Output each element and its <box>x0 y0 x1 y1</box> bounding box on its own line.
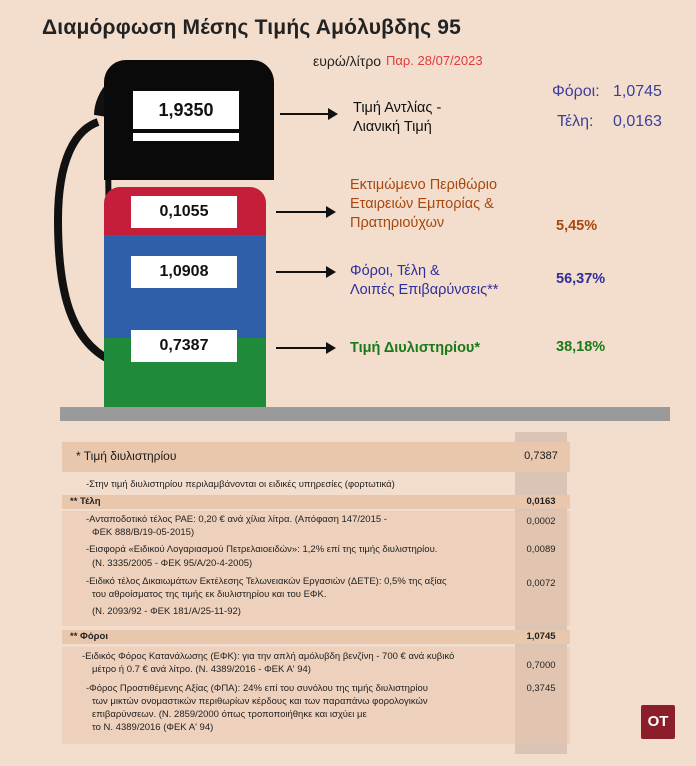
fee3-line1: -Ειδικό τέλος Δικαιωμάτων Εκτέλεσης Τελωνειακών Εργασιών (ΔΕΤΕ): 0,5% της αξίας <box>86 576 447 587</box>
date-label: Παρ. 28/07/2023 <box>386 53 483 68</box>
tax1-value: 0,7000 <box>526 660 556 671</box>
refinery-pct: 38,18% <box>556 339 606 355</box>
tax2-line4: το Ν. 4389/2016 (ΦΕΚ Α' 94) <box>92 722 214 733</box>
tax1-line2: μέτρο ή 0.7 € ανά λίτρο. (Ν. 4389/2016 - ΦΕΚ Α' 94) <box>92 664 311 675</box>
tax2-line2: των μικτών ονομαστικών περιθωρίων κέρδους και των παραπάνω φορολογικών <box>92 696 428 707</box>
fee2-line2: (Ν. 3335/2005 - ΦΕΚ 95/Α/20-4-2005) <box>92 558 253 569</box>
arrow-head-taxes <box>326 266 336 278</box>
pump-total-value: 1,9350 <box>133 91 239 129</box>
pump-display-bar <box>133 133 239 141</box>
unit-label: ευρώ/λίτρο <box>313 53 382 69</box>
refinery-label: Τιμή Διυλιστηρίου* <box>350 340 481 356</box>
fee1-value: 0,0002 <box>526 516 556 527</box>
fee3-value: 0,0072 <box>526 578 556 589</box>
arrow-margin <box>276 211 328 213</box>
fee2-value: 0,0089 <box>526 544 556 555</box>
refinery-value-box: 0,7387 <box>131 330 237 362</box>
margin-label-line3: Πρατηριούχων <box>350 215 445 231</box>
ot-logo: OT <box>641 705 675 739</box>
arrow-total <box>280 113 330 115</box>
fee1-line1: -Ανταποδοτικό τέλος ΡΑΕ: 0,20 € ανά χίλια λίτρα. (Απόφαση 147/2015 - <box>86 514 387 525</box>
arrow-head-margin <box>326 206 336 218</box>
arrow-head-refinery <box>326 342 336 354</box>
table-fees-header: ** Τέλη <box>70 496 101 507</box>
ground-shelf <box>60 407 670 421</box>
table-row-fees-header <box>62 495 570 509</box>
margin-value-box: 0,1055 <box>131 196 237 228</box>
fee3-line3: (Ν. 2093/92 - ΦΕΚ 181/Α/25-11-92) <box>92 606 241 617</box>
table-refinery-label: * Τιμή διυλιστηρίου <box>76 449 177 463</box>
fee1-line2: ΦΕΚ 888/Β/19-05-2015) <box>92 527 195 538</box>
overview-fees-label: Τέλη: <box>557 113 594 130</box>
total-label-line2: Λιανική Τιμή <box>353 119 432 135</box>
overview-fees-value: 0,0163 <box>613 113 662 130</box>
arrow-refinery <box>276 347 328 349</box>
overview-taxes-value: 1,0745 <box>613 83 662 100</box>
table-row-taxes-header <box>62 630 570 644</box>
arrow-head-total <box>328 108 338 120</box>
taxes-value-box: 1,0908 <box>131 256 237 288</box>
fee3-line2: του αθροίσματος της τιμής εκ διυλιστηρίου και του ΕΦΚ. <box>92 589 327 600</box>
table-refinery-note: -Στην τιμή διυλιστηρίου περιλαμβάνονται οι ειδικές υπηρεσίες (φορτωτικά) <box>86 479 395 490</box>
table-taxes-total: 1,0745 <box>526 631 556 642</box>
margin-label-line1: Εκτιμώμενο Περιθώριο <box>350 177 498 193</box>
tax1-line1: -Ειδικός Φόρος Κατανάλωσης (ΕΦΚ): για την απλή αμόλυβδη βενζίνη - 700 € ανά κυβικό <box>82 651 455 662</box>
page-title: Διαμόρφωση Μέσης Τιμής Αμόλυβδης 95 <box>42 16 462 39</box>
margin-pct: 5,45% <box>556 218 598 234</box>
total-label-line1: Τιμή Αντλίας - <box>353 100 442 116</box>
fee2-line1: -Εισφορά «Ειδικού Λογαριασμού Πετρελαιοειδών»: 1,2% επί της τιμής διυλιστηρίου. <box>86 544 438 555</box>
taxes-pct: 56,37% <box>556 271 606 287</box>
overview-taxes-label: Φόροι: <box>552 83 600 100</box>
table-taxes-header: ** Φόροι <box>70 631 108 642</box>
margin-label-line2: Εταιρειών Εμπορίας & <box>350 196 494 212</box>
taxes-label-line2: Λοιπές Επιβαρύνσεις** <box>350 282 499 298</box>
taxes-label-line1: Φόροι, Τέλη & <box>350 263 440 279</box>
pump-neck <box>104 168 274 180</box>
table-fees-total: 0,0163 <box>526 496 556 507</box>
arrow-taxes <box>276 271 328 273</box>
tax2-value: 0,3745 <box>526 683 556 694</box>
table-refinery-value: 0,7387 <box>524 450 558 462</box>
tax2-line3: επιβαρύνσεων. (Ν. 2859/2000 όπως τροποποιήθηκε και ισχύει με <box>92 709 367 720</box>
tax2-line1: -Φόρος Προστιθέμενης Αξίας (ΦΠΑ): 24% επί του συνόλου της τιμής διυλιστηρίου <box>86 683 428 694</box>
